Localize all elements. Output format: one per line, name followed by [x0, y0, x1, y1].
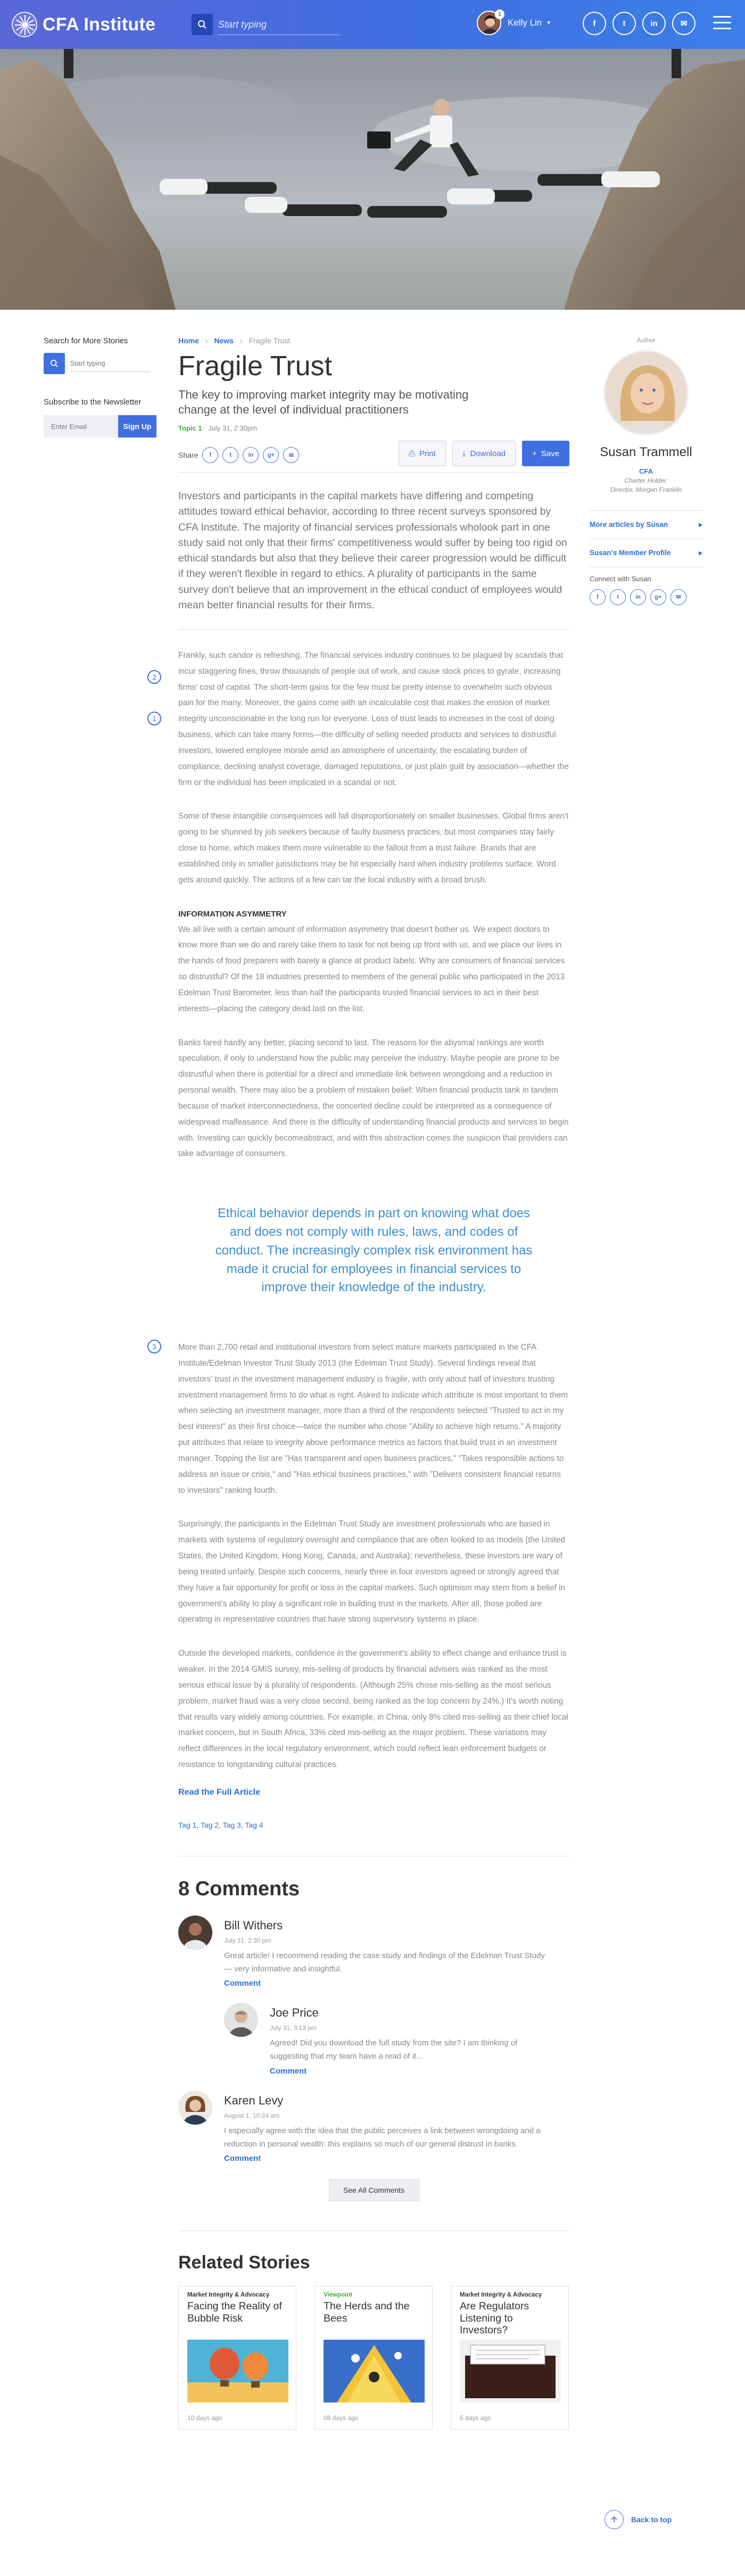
article-main — [152, 336, 569, 2430]
article-toolbar — [178, 447, 569, 473]
paragraph: Some of these intangible consequences will fall disproportionately on smaller businesses. Global firms aren't going to be shunned by job seekers because of faulty business practices, but most companies stay fairly close to home, which makes them more vulnerable to the fallout from a trust failure. Brands that are established only in smaller jurisdictions may be hit especially hard when industry problems surface. Word gets around quickly. The actions of a few can tar the local industry with a broad brush. — [178, 812, 569, 885]
article-date: July 31, 2:30pm — [208, 424, 257, 432]
download-icon: ⤓ — [462, 449, 466, 458]
comment-reply-link[interactable]: Comment — [224, 1979, 261, 1988]
card-category: Market Integrity & Advocacy — [187, 2292, 270, 2299]
facebook-icon[interactable]: f — [590, 589, 606, 605]
chevron-right-icon: ▸ — [699, 520, 702, 529]
header-search-button[interactable] — [192, 14, 213, 35]
tag-link[interactable]: Tag 3 — [222, 1820, 241, 1829]
tag-link[interactable]: Tag 2 — [200, 1820, 219, 1829]
share-linkedin-icon[interactable]: in — [243, 447, 259, 463]
twitter-icon[interactable]: t — [610, 589, 626, 605]
hamburger-menu-icon[interactable] — [713, 16, 731, 32]
article-dek: The key to improving market integrity may be motivating change at the level of individual practitioners — [178, 388, 469, 416]
author-designation: CFA — [639, 467, 653, 475]
chevron-right-icon: ▸ — [699, 548, 702, 557]
comment-reply-link[interactable]: Comment — [224, 2154, 261, 2164]
card-image — [460, 2340, 561, 2402]
related-heading: Related Stories — [178, 2231, 569, 2273]
share-twitter-icon[interactable]: t — [222, 447, 238, 463]
comment-author[interactable]: Bill Withers — [224, 1918, 283, 1932]
article-intro: Investors and participants in the capital markets have differing and competing attitudes toward ethical behavior, according to three recent surveys sponsored by CFA Institute. The majority of financial services professionals wholook part in one study said not only that their firms' competitiveness would suffer by being too rigid on ethical standards but also that they believe their career progression would be difficult if they weren't flexible in regard to ethics. A plurality of participants in the same survey don't believe that an improvement in the ethical conduct of employees would mean better financial results for their firms. — [178, 489, 569, 630]
author-title: Charter Holder, Director, Morgan Franklin — [610, 477, 682, 493]
user-name: Kelly Lin — [508, 18, 542, 28]
article-meta — [178, 424, 569, 432]
author-photo[interactable] — [603, 350, 689, 435]
left-sidebar — [44, 336, 161, 437]
card-category: Viewpoint — [324, 2292, 353, 2299]
related-story-card[interactable] — [178, 2286, 296, 2430]
comment-author[interactable]: Joe Price — [270, 2006, 319, 2020]
card-title: Are Regulators Listening to Investors? — [460, 2300, 529, 2336]
newsletter-email-input[interactable] — [44, 415, 118, 437]
print-button[interactable]: ⎙ Print — [399, 441, 446, 466]
topic-tag[interactable]: Topic 1 — [178, 424, 202, 432]
pull-quote: Ethical behavior depends in part on knowing what does and does not comply with rules, laws, and codes of conduct. The increasingly complex risk environment has made it crucial for employees in financial services to improve their knowledge of the industry. — [215, 1206, 533, 1295]
breadcrumb-current: Fragile Trust — [249, 336, 291, 345]
save-button[interactable]: + Save — [522, 441, 569, 466]
related-cards — [178, 2286, 569, 2430]
author-label: Author — [636, 336, 656, 344]
card-image — [324, 2340, 425, 2402]
sidebar-search-label: Search for More Stories — [44, 336, 128, 345]
email-icon[interactable]: ✉ — [670, 589, 686, 605]
annotation-marker[interactable]: 1 — [147, 712, 161, 725]
notification-badge[interactable]: 1 — [495, 10, 504, 19]
download-button[interactable]: ⤓ Download — [452, 441, 516, 466]
sidebar-search-input[interactable] — [70, 355, 150, 372]
card-title: Facing the Reality of Bubble Risk — [187, 2300, 282, 2324]
user-menu[interactable] — [477, 11, 551, 35]
read-full-article-link[interactable]: Read the Full Article — [178, 1787, 261, 1797]
comment-reply — [224, 2003, 569, 2076]
card-date: 10 days ago — [187, 2414, 222, 2422]
section-heading: INFORMATION ASYMMETRY — [178, 909, 287, 919]
see-all-comments-button[interactable]: See All Comments — [329, 2179, 419, 2201]
related-story-card[interactable] — [451, 2286, 569, 2430]
annotation-marker[interactable]: 2 — [147, 670, 161, 684]
breadcrumb-home[interactable]: Home — [178, 336, 199, 345]
card-title: The Herds and the Bees — [324, 2300, 410, 2324]
header-search-input[interactable] — [218, 15, 341, 35]
comment-date: August 1, 10:24 am — [224, 2111, 280, 2119]
globe-logo-icon — [12, 12, 37, 37]
author-name: Susan Trammell — [600, 445, 692, 459]
facebook-icon[interactable]: f — [583, 12, 606, 35]
tag-link[interactable]: Tag 4 — [245, 1820, 263, 1829]
comments-heading: 8 Comments — [178, 1877, 300, 1900]
plus-icon: + — [532, 449, 537, 458]
newsletter-label: Subscribe to the Newsletter — [44, 398, 142, 407]
comment-date: July 31, 3:13 pm — [270, 2024, 317, 2032]
breadcrumb: Home › News › Fragile Trust — [178, 336, 291, 345]
googleplus-icon[interactable]: g+ — [650, 589, 666, 605]
avatar — [224, 2003, 258, 2037]
hero-image — [0, 49, 745, 310]
tag-list: Tag 1, Tag 2, Tag 3, Tag 4 — [178, 1821, 569, 1856]
breadcrumb-news[interactable]: News — [214, 336, 234, 345]
comment — [178, 2091, 569, 2164]
comment-text: Great article! I recommend reading the case study and findings of the Edelman Trust Study — very informative and insightful. — [224, 1951, 545, 1974]
cfa-logo[interactable] — [12, 12, 155, 37]
page-title: Fragile Trust — [178, 351, 332, 382]
card-date: 5 days ago — [460, 2414, 491, 2422]
paragraph: We all live with a certain amount of information asymmetry that doesn't bother us. We expect doctors to know more than we do and rarely take them to task for not being up front with us, and we place our lives in the hands of food preparers with barely a glance at product labels. Why are consumers of financial services so distrustful? Of the 18 industries presented to members of the general public who participated in the 2013 Edelman Trust Barometer, less than half the participants trusted financial services to act in their best interests—placing the category dead last on the list. — [178, 924, 565, 1013]
annotation-marker[interactable]: 3 — [147, 1340, 161, 1353]
top-header — [0, 0, 745, 49]
sidebar-search-button[interactable] — [44, 353, 65, 374]
comment — [178, 1916, 569, 1988]
more-articles-link[interactable]: More articles by Susan ▸ — [590, 511, 702, 539]
logo-text: CFA Institute — [43, 14, 156, 35]
avatar — [178, 1916, 212, 1950]
share-email-icon[interactable]: ✉ — [283, 447, 299, 463]
linkedin-icon[interactable]: in — [642, 12, 666, 35]
search-icon — [50, 359, 59, 368]
avatar — [178, 2091, 212, 2125]
arrow-up-icon — [605, 2510, 624, 2529]
search-icon — [197, 20, 207, 29]
comment-text: Agreed! Did you download the full study from the site? I am thinking of suggesting that my team have a read of it... — [270, 2038, 518, 2061]
paragraph: Frankly, such candor is refreshing. The financial services industry continues to be plagued by scandals that incur staggering fines, throw thousands of people out of work, and cause stock prices to gyrate, increasing firms' cost of capital. The short-term gains for the few must be pretty intense to overwhelm such obvious pain for the many. Moreover, the gains come with an incalculable cost that makes the erosion of market integrity unconscionable in the long run for everyone. Loss of trust leads to increases in the cost of doing business, which can take many forms—the difficulty of selling needed products and services to distrustful investors, lowered employee morale amid an atmosphere of uncertainty, the escalating burden of compliance, declining analyst coverage, damaged reputations, or just plain guilt by association—whether the firm or the individual has been implicated in a scandal or not. — [178, 651, 569, 787]
share-googleplus-icon[interactable]: g+ — [263, 447, 279, 463]
member-profile-link[interactable]: Susan's Member Profile ▸ — [590, 539, 702, 567]
paragraph: More than 2,700 retail and institutional investors from select mature markets participated in the CFA Institute/Edelman Investor Trust Study 2013 (the Edelman Trust Study). Several findings reveal that investors' trust in the investment management industry is fragile, with only about half of investors trusting investment management firms to do what is right. Asked to indicate which attribute is most important to them when selecting an investment manager, more than a third of the respondents selected "Trusted to act in my best interest" as their first choice—twice the number who chose "Ability to achieve high returns." A majority put attributes that relate to integrity above performance metrics as factors that build trust in an investment manager. Topping the list are "Has transparent and open business practices," "Takes responsible actions to address an issue or crisis," and "Has ethical business practices," with "Delivers consistent financial returns to investors" ranking fourth. — [178, 1343, 568, 1495]
newsletter-signup-button[interactable]: Sign Up — [118, 415, 156, 437]
comment-reply-link[interactable]: Comment — [270, 2066, 307, 2076]
comment-date: July 31, 2:30 pm — [224, 1936, 271, 1944]
header-social-links — [583, 12, 696, 35]
paragraph: Surprisingly, the participants in the Edelman Trust Study are investment professionals who are based in markets with systems of regulatory oversight and compliance that are often looked to as models (the United States, the United Kingdom, Hong Kong, Canada, and Australia); nevertheless, these investors are wary of being treated unfairly. Despite such concerns, nearly three in four investors agreed or strongly agreed that they have a fair opportunity for profit or loss in the capital markets. Such optimism may stem from a belief in government's ability to play a significant role in building trust in the markets. After all, those polled are operating in representative countries that have strong supervisory systems in place. — [178, 1520, 565, 1624]
linkedin-icon[interactable]: in — [630, 589, 646, 605]
paragraph: Banks fared hardly any better, placing second to last. The reasons for the abysmal rankings are worth speculation, if only to understand how the public may perceive the industry. Maybe people are prone to be distrustful when there is potential for a direct and immediate link between wrongdoing and a reduction in personal wealth. There may also be a problem of mistaken belief: When financial products tank in tandem because of market interconnectedness, the concerted decline could be interpreted as a consequence of widespread malfeasance. And there is the difficulty of understanding financial products and services to begin with. Investing can quickly becomeabstract, and with this abstraction comes the suspicion that providers can take advantage of consumers. — [178, 1038, 569, 1159]
share-facebook-icon[interactable]: f — [202, 447, 218, 463]
article-body — [152, 648, 569, 1773]
email-icon[interactable]: ✉ — [672, 12, 696, 35]
chevron-down-icon: ▼ — [546, 20, 552, 26]
comment-text: I especially agree with the idea that the public perceives a link between wrongdoing and a reduction in personal wealth: this explains so much of our general distrust in banks. — [224, 2126, 541, 2149]
related-story-card[interactable] — [314, 2286, 433, 2430]
twitter-icon[interactable]: t — [612, 12, 636, 35]
paragraph: Outside the developed markets, confidence in the government's ability to effect change and enhance trust is weaker. In the 2014 GMIS survey, mis-selling of products by financial advisers was ranked as the most serious ethical issue by a plurality of respondents. (Although 25% chose mis-selling as the most serious problem, market fraud was a very close second, being ranked as the top concern by 24%.) It's worth noting that results vary widely among countries. For example, in China, only 8% cited mis-selling as their chief local market concern, but in South Africa, 33% cited mis-selling as the major problem. These variations may reflect differences in the local regulatory environment, which could reflect lean enforcement budgets or resistance to longstanding cultural practices. — [178, 1649, 568, 1770]
print-icon: ⎙ — [408, 449, 415, 458]
card-category: Market Integrity & Advocacy — [460, 2292, 542, 2299]
author-sidebar — [590, 336, 702, 605]
back-to-top-link[interactable]: Back to top — [605, 2510, 672, 2529]
tag-link[interactable]: Tag 1 — [178, 1820, 197, 1829]
comment-author[interactable]: Karen Levy — [224, 2093, 284, 2107]
connect-label: Connect with Susan — [590, 574, 651, 583]
author-social-links — [590, 589, 702, 605]
share-label: Share — [178, 451, 198, 459]
card-date: 08 days ago — [324, 2414, 359, 2422]
card-image — [187, 2340, 288, 2402]
